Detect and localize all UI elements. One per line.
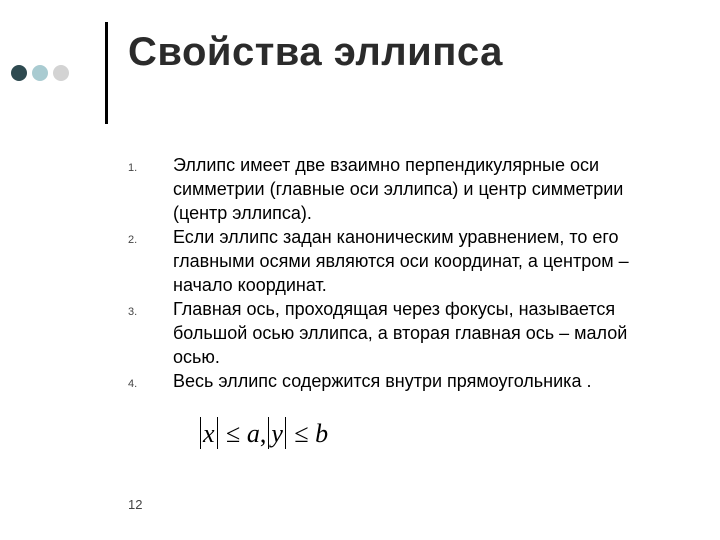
- decorative-dots: [11, 65, 69, 81]
- item-text: Главная ось, проходящая через фокусы, называется большой осью эллипса, а вторая главная ось – малой осью.: [173, 299, 628, 367]
- abs-bar: [217, 417, 218, 449]
- abs-bar: [268, 417, 269, 449]
- page-number: 12: [128, 497, 143, 512]
- dot-mid: [32, 65, 48, 81]
- inequality-formula: [198, 417, 328, 449]
- properties-list: [128, 153, 668, 393]
- item-number: 1.: [128, 162, 138, 174]
- list-item: [128, 297, 668, 369]
- item-text: Эллипс имеет две взаимно перпендикулярные оси симметрии (главные оси эллипса) и центр симметрии (центр эллипса).: [173, 155, 624, 223]
- slide-title: Свойства эллипса: [128, 30, 503, 74]
- formula-var-y: y: [271, 419, 283, 448]
- formula-op: ≤: [294, 419, 309, 448]
- abs-bar: [200, 417, 201, 449]
- item-number: 3.: [128, 306, 138, 318]
- list-item: [128, 153, 668, 225]
- formula-sep: ,: [259, 419, 267, 448]
- list-item: [128, 225, 668, 297]
- list-item: [128, 369, 668, 393]
- formula-val-b: b: [315, 419, 329, 448]
- item-text: Весь эллипс содержится внутри прямоугольника .: [173, 371, 592, 391]
- title-divider: [105, 22, 108, 124]
- dot-light: [53, 65, 69, 81]
- dot-dark: [11, 65, 27, 81]
- item-number: 4.: [128, 378, 138, 390]
- formula-op: ≤: [226, 419, 241, 448]
- abs-bar: [285, 417, 286, 449]
- item-number: 2.: [128, 234, 138, 246]
- formula-var-x: x: [203, 419, 215, 448]
- item-text: Если эллипс задан каноническим уравнением, то его главными осями являются оси координат, а центром – начало координат.: [173, 227, 629, 295]
- formula-val-a: a: [246, 419, 260, 448]
